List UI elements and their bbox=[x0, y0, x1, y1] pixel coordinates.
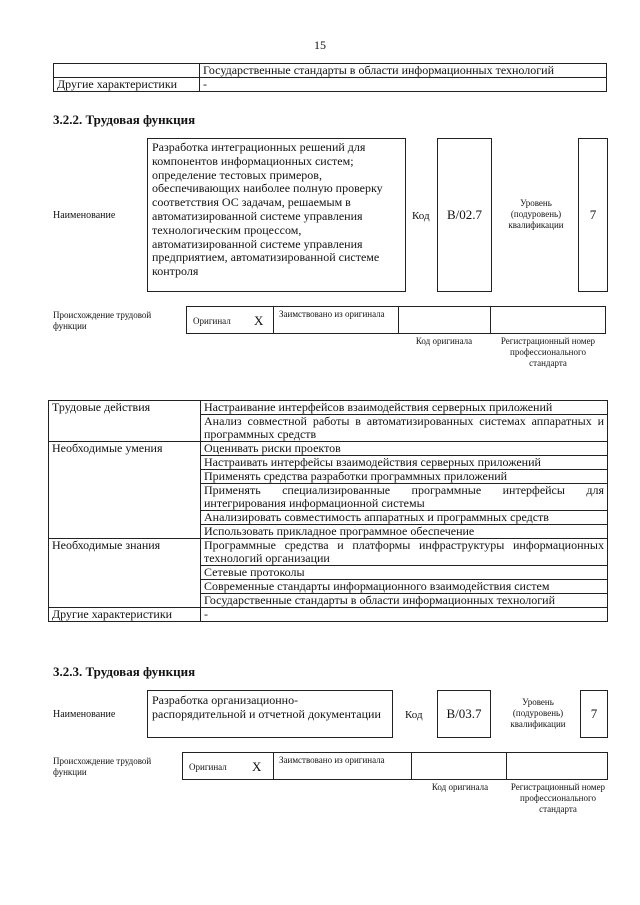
origin-label: Происхождение трудовой функции bbox=[53, 310, 152, 331]
code-label: Код bbox=[412, 210, 430, 222]
code-box bbox=[437, 138, 492, 292]
origin-divider bbox=[273, 752, 274, 780]
group-label: Трудовые действия bbox=[49, 401, 201, 442]
table-cell: Оценивать риски проектов bbox=[201, 442, 608, 456]
origin-divider bbox=[490, 306, 491, 334]
group-label: Необходимые умения bbox=[49, 442, 201, 539]
origin-divider bbox=[411, 752, 412, 780]
row-label bbox=[54, 64, 200, 78]
origin-row-box bbox=[182, 752, 608, 780]
original-label: Оригинал bbox=[189, 762, 227, 772]
level-value: 7 bbox=[590, 706, 598, 721]
table-cell: Применять специализированные программные интерфейсы для интегрирования информационной системы bbox=[201, 484, 608, 511]
name-label: Наименование bbox=[53, 210, 116, 221]
code-value: B/03.7 bbox=[446, 706, 482, 721]
table-cell: Настраивать интерфейсы взаимодействия серверных приложений bbox=[201, 456, 608, 470]
level-box bbox=[578, 138, 608, 292]
origin-divider bbox=[273, 306, 274, 334]
table-row bbox=[49, 442, 608, 456]
code-value: B/02.7 bbox=[446, 207, 483, 222]
table-row bbox=[49, 401, 608, 415]
level-label: Уровень (подуровень) квалификации bbox=[510, 697, 566, 729]
table-row bbox=[54, 78, 607, 92]
table-cell: Анализ совместной работы в автоматизированных системах аппаратных и программных средств bbox=[201, 415, 608, 442]
table-row bbox=[49, 608, 608, 622]
row-value: - bbox=[200, 78, 607, 92]
function-name-box bbox=[147, 690, 393, 738]
table-cell: - bbox=[201, 608, 608, 622]
group-label: Другие характеристики bbox=[49, 608, 201, 622]
table-row bbox=[49, 539, 608, 566]
table-cell: Программные средства и платформы инфраструктуры информационных технологий организации bbox=[201, 539, 608, 566]
origin-row-box bbox=[186, 306, 606, 334]
code-original-caption: Код оригинала bbox=[415, 336, 473, 346]
level-label: Уровень (подуровень) квалификации bbox=[508, 198, 564, 230]
name-label: Наименование bbox=[53, 709, 116, 720]
function-name-box bbox=[147, 138, 406, 292]
labor-function-table bbox=[48, 400, 608, 622]
code-original-caption: Код оригинала bbox=[431, 782, 489, 792]
code-box bbox=[437, 690, 491, 738]
table-cell: Применять средства разработки программных приложений bbox=[201, 470, 608, 484]
level-box bbox=[580, 690, 608, 738]
group-label: Необходимые знания bbox=[49, 539, 201, 608]
original-mark: X bbox=[254, 313, 264, 328]
section-heading-323: 3.2.3. Трудовая функция bbox=[53, 664, 196, 679]
table-cell: Настраивание интерфейсов взаимодействия серверных приложений bbox=[201, 401, 608, 415]
row-value: Государственные стандарты в области информационных технологий bbox=[200, 64, 607, 78]
page-number: 15 bbox=[314, 38, 326, 52]
reg-number-caption: Регистрационный номер профессионального стандарта bbox=[500, 336, 596, 368]
table-row bbox=[54, 64, 607, 78]
reg-number-caption: Регистрационный номер профессионального стандарта bbox=[510, 782, 606, 814]
row-label: Другие характеристики bbox=[54, 78, 200, 92]
table-cell: Анализировать совместимость аппаратных и программных средств bbox=[201, 511, 608, 525]
function-name-text: Разработка интеграционных решений для компонентов информационных систем; определение тестовых примеров, обеспечивающих наиболее полную проверку соответствия ОС задачам, решаемым в автоматизированной системе управления технологическим процессом, автоматизированной системе управления предприятием, автоматизированной системе контроля bbox=[152, 140, 383, 279]
function-name-text: Разработка организационно-распорядительной и отчетной документации bbox=[152, 693, 381, 721]
original-mark: X bbox=[252, 759, 262, 774]
section-heading-322: 3.2.2. Трудовая функция bbox=[53, 112, 196, 127]
level-value: 7 bbox=[589, 207, 597, 222]
table-cell: Государственные стандарты в области информационных технологий bbox=[201, 594, 608, 608]
top-characteristics-table bbox=[53, 63, 607, 92]
table-cell: Современные стандарты информационного взаимодействия систем bbox=[201, 580, 608, 594]
borrowed-label: Заимствовано из оригинала bbox=[279, 309, 385, 319]
original-label: Оригинал bbox=[193, 316, 231, 326]
origin-divider bbox=[398, 306, 399, 334]
code-label: Код bbox=[405, 709, 423, 721]
origin-divider bbox=[506, 752, 507, 780]
table-cell: Сетевые протоколы bbox=[201, 566, 608, 580]
table-cell: Использовать прикладное программное обеспечение bbox=[201, 525, 608, 539]
origin-label: Происхождение трудовой функции bbox=[53, 756, 152, 777]
borrowed-label: Заимствовано из оригинала bbox=[279, 755, 385, 765]
